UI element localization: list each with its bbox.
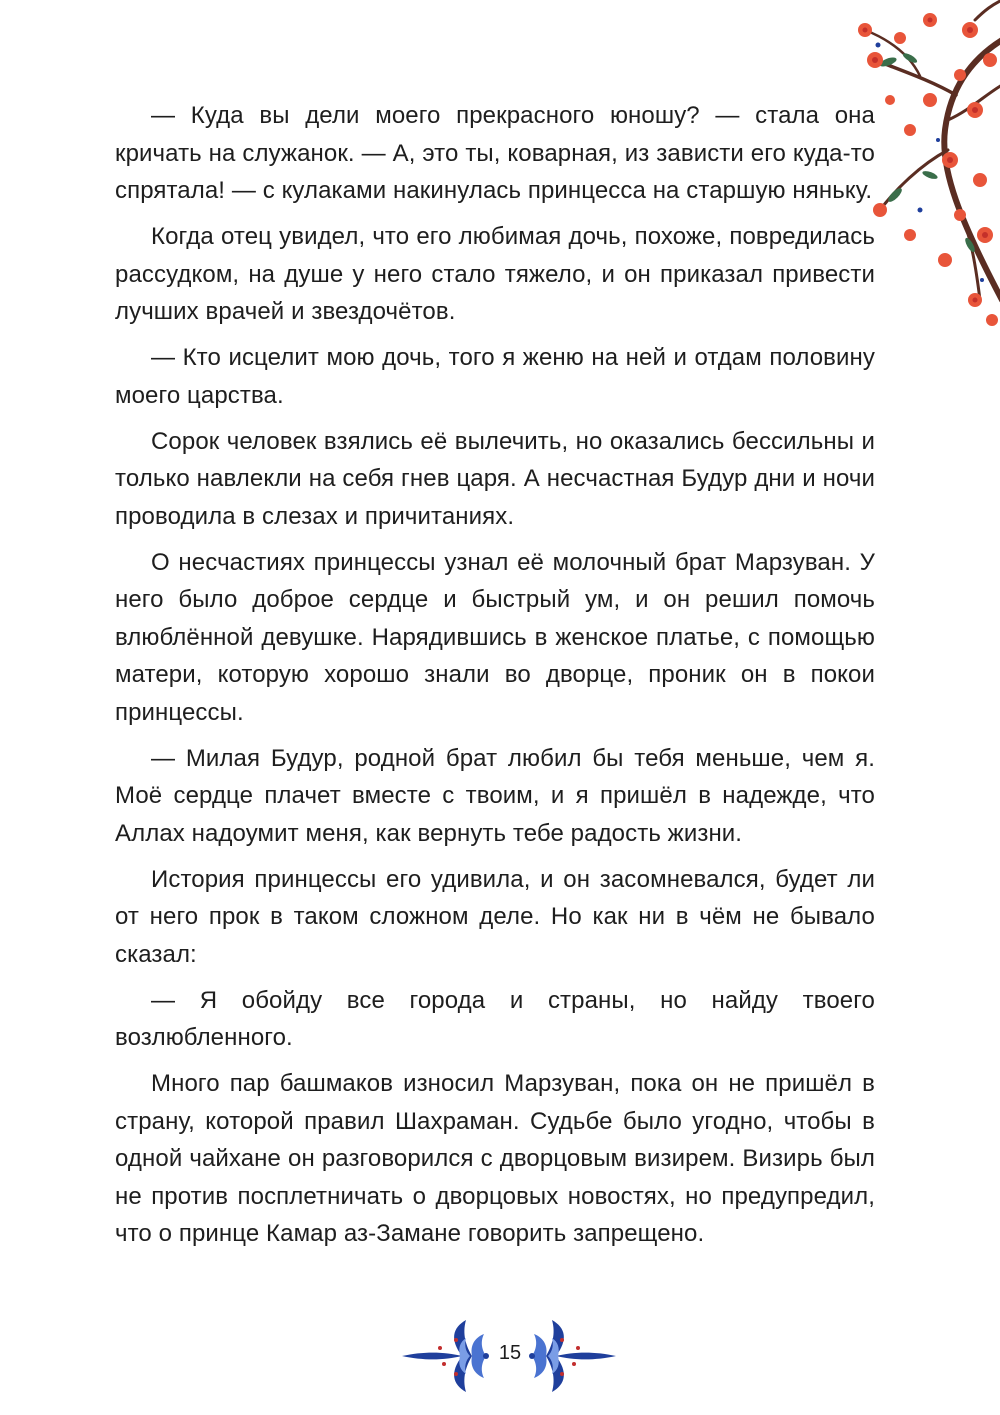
paragraph: Когда отец увидел, что его любимая дочь, похоже, повредилась рассудком, на душе у него стало тяжело, и он приказал привести лучших врачей и звездочётов. xyxy=(115,223,875,325)
paragraph: — Я обойду все города и страны, но найду твоего возлюбленного. xyxy=(115,986,875,1051)
paragraph: — Милая Будур, родной брат любил бы тебя меньше, чем я. Моё сердце плачет вместе с твоим, и я пришёл в надежде, что Аллах надоумит меня, как вернуть тебе радость жизни. xyxy=(115,744,875,847)
paragraph: О несчастиях принцессы узнал её молочный брат Марзуван. У него было доброе сердце и быстрый ум, и он решил помочь влюблённой девушке. Нарядившись в женское платье, с помощью матери, которую хорошо знали во дворце, проник он в покои принцессы. xyxy=(115,548,875,726)
text-body xyxy=(115,97,875,1261)
paragraph: Сорок человек взялись её вылечить, но оказались бессильны и только навлекли на себя гнев царя. А несчастная Будур дни и ночи проводила в слезах и причитаниях. xyxy=(115,427,875,530)
paragraph: — Кто исцелит мою дочь, того я женю на ней и отдам половину моего царства. xyxy=(115,344,875,409)
lotus-ornament-right-icon xyxy=(528,1318,618,1398)
lotus-ornament-left-icon xyxy=(400,1318,490,1398)
page-number: 15 xyxy=(498,1342,522,1364)
paragraph: Много пар башмаков износил Марзуван, пока он не пришёл в страну, которой правил Шахраман. Судьбе было угодно, чтобы в одной чайхане он разговорился с дворцовым визирем. Визирь был не против посплетничать о дворцовых новостях, но предупредил, что о принце Камар аз-Замане говорить запрещено. xyxy=(115,1070,875,1247)
paragraph: История принцессы его удивила, и он засомневался, будет ли от него прок в таком сложном деле. Но как ни в чём не бывало сказал: xyxy=(115,865,875,968)
paragraph: — Куда вы дели моего прекрасного юношу? — стала она кричать на служанок. — А, это ты, коварная, из зависти его куда-то спрятала! — с кулаками накинулась принцесса на старшую няньку. xyxy=(115,102,875,204)
